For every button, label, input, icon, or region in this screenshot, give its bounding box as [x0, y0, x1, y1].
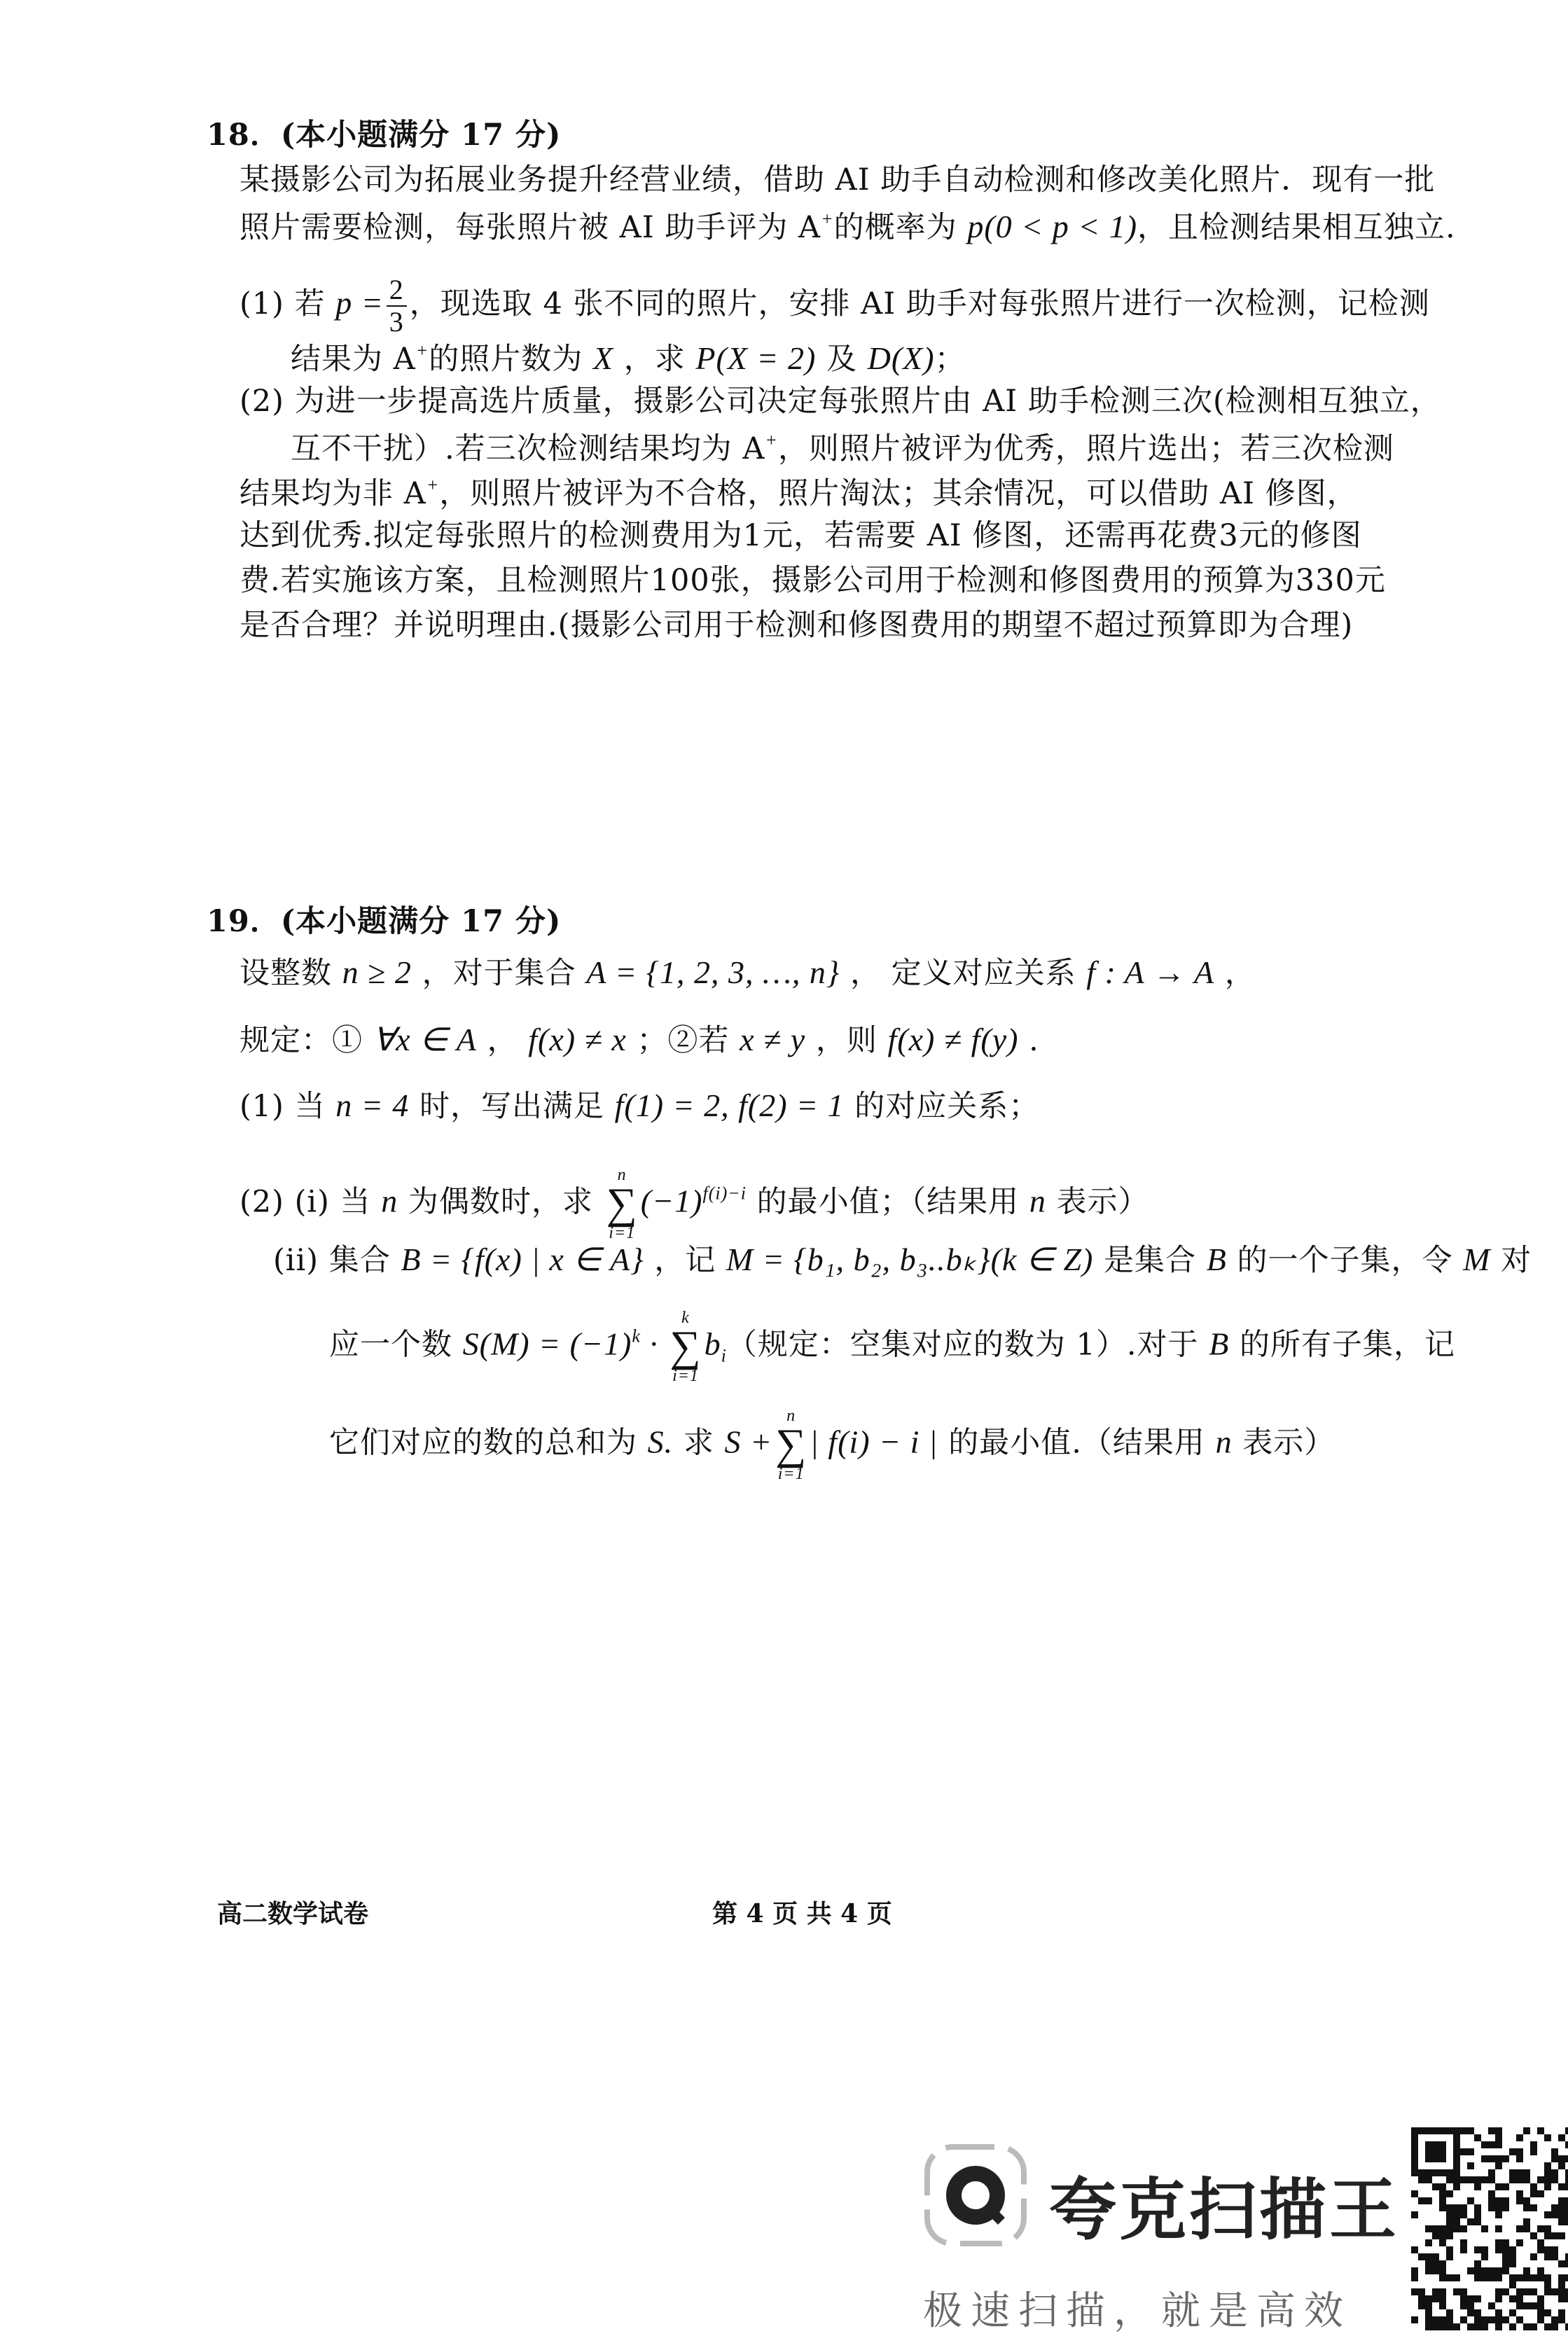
text: 的一个子集，令: [1226, 1243, 1464, 1278]
text-line: [240, 563, 1386, 598]
text-line: [273, 1244, 1532, 1276]
superscript: f(i)−i: [702, 1183, 747, 1204]
summation: [775, 1407, 807, 1482]
sum-upper: n: [786, 1407, 796, 1425]
q19-title: 19．(本小题满分 17 分): [207, 904, 562, 939]
text: 应一个数: [329, 1327, 463, 1363]
text: 的对应关系；: [844, 1089, 1040, 1124]
text: ，则: [805, 1023, 888, 1058]
subscript: i: [721, 1345, 727, 1366]
text-line: [240, 210, 1456, 243]
text: ，且检测结果相互独立.: [1137, 210, 1456, 245]
text: 结果均为非 A: [240, 476, 426, 511]
text: 设整数: [240, 956, 342, 991]
text: 的所有子集，记: [1229, 1327, 1455, 1363]
text: (1) 当: [240, 1089, 336, 1124]
math: S.: [647, 1424, 674, 1460]
text: 达到优秀.拟定每张照片的检测费用为1元，若需要 AI 修图，还需再花费3元的修图: [240, 518, 1362, 553]
fraction: [387, 274, 407, 338]
sum-upper: n: [617, 1166, 627, 1184]
text-line: [240, 518, 1362, 553]
text: 表示）: [1232, 1425, 1335, 1461]
math: S +: [724, 1424, 773, 1460]
text: ，: [476, 1023, 529, 1058]
text-line: [240, 608, 1354, 643]
math: M = {b₁, b₂, b₃..bₖ}(k ∈ Z): [726, 1242, 1094, 1277]
sum-lower: i=1: [609, 1223, 636, 1242]
math: p =: [335, 285, 384, 321]
math: f(x) ≠ f(y): [887, 1022, 1019, 1057]
text-line: [329, 1309, 1455, 1384]
sigma-icon: ∑: [669, 1323, 702, 1370]
text-line: [240, 1087, 1040, 1124]
math: f : A → A: [1086, 954, 1215, 990]
brand-name: 夸克扫描王: [1049, 2171, 1399, 2249]
denominator: 3: [389, 306, 404, 338]
quark-logo-icon: [923, 2143, 1028, 2248]
text-line: [240, 1167, 1149, 1242]
sum-upper: k: [681, 1309, 690, 1327]
footer-exam-name: 高二数学试卷: [217, 1899, 369, 1928]
math: | f(i) − i |: [810, 1424, 938, 1460]
summation: [606, 1167, 638, 1242]
math: p(0 < p < 1): [967, 209, 1138, 244]
math: P(X = 2): [695, 340, 817, 376]
math: ·: [640, 1326, 667, 1362]
text: ，求: [613, 342, 696, 377]
math: n: [381, 1183, 398, 1219]
text-line: [240, 954, 1256, 991]
math: n ≥ 2: [342, 954, 412, 990]
text: 互不干扰）.若三次检测结果均为 A: [291, 431, 765, 466]
math: (−1): [640, 1183, 703, 1219]
superscript: +: [426, 475, 440, 495]
text: ，则照片被评为优秀，照片选出；若三次检测: [777, 431, 1394, 466]
math: M: [1463, 1242, 1491, 1277]
text: ；②若: [626, 1023, 740, 1058]
math: ∀x ∈ A: [373, 1022, 477, 1057]
text: 表示）: [1046, 1184, 1149, 1220]
text: 它们对应的数的总和为: [329, 1425, 648, 1461]
math: x ≠ y: [740, 1022, 806, 1057]
sigma-icon: ∑: [775, 1421, 807, 1468]
math: B: [1209, 1326, 1230, 1362]
text-line: [240, 1024, 1039, 1056]
sum-lower: i=1: [672, 1366, 699, 1385]
brand-slogan: 极速扫描，就是高效: [923, 2288, 1352, 2334]
text: 照片需要检测，每张照片被 AI 助手评为 A: [240, 210, 821, 245]
sigma-icon: ∑: [606, 1180, 638, 1228]
footer-page-number: 第 4 页 共 4 页: [712, 1899, 892, 1928]
text: 求: [673, 1425, 725, 1461]
text: ，现选取 4 张不同的照片，安排 AI 助手对每张照片进行一次检测，记检测: [409, 286, 1430, 321]
math: b: [704, 1326, 721, 1362]
text: ，: [1214, 956, 1256, 991]
text: ，记: [644, 1243, 726, 1278]
sum-lower: i=1: [777, 1464, 805, 1483]
numerator: 2: [387, 274, 407, 307]
text-line: [240, 476, 1358, 509]
text: ，则照片被评为不合格，照片淘汰；其余情况，可以借助 AI 修图，: [439, 476, 1358, 511]
text: 规定：①: [240, 1023, 373, 1058]
text: 的最小值；（结果用: [747, 1184, 1029, 1220]
text: 是否合理？并说明理由.(摄影公司用于检测和修图费用的期望不超过预算即为合理): [240, 608, 1354, 643]
text: （规定：空集对应的数为 1）.对于: [726, 1327, 1209, 1363]
text: 时，写出满足: [409, 1089, 615, 1124]
text: (ii) 集合: [273, 1243, 401, 1278]
text: ， 定义对应关系: [840, 956, 1087, 991]
text: 费.若实施该方案，且检测照片100张，摄影公司用于检测和修图费用的预算为330元: [240, 563, 1386, 598]
math: D(X): [867, 340, 935, 376]
text: .: [1018, 1023, 1039, 1058]
text: ；: [934, 342, 966, 377]
text-line: [291, 431, 1394, 464]
text: 对: [1490, 1243, 1532, 1278]
superscript: +: [821, 209, 834, 229]
text: 是集合: [1093, 1243, 1207, 1278]
text: 的照片数为: [429, 342, 593, 377]
math: f(1) = 2, f(2) = 1: [614, 1087, 845, 1123]
text: 结果为 A: [291, 342, 416, 377]
math: B = {f(x) | x ∈ A}: [401, 1242, 644, 1277]
q18-title: 18．(本小题满分 17 分): [207, 118, 562, 153]
math: n = 4: [335, 1087, 410, 1123]
text: 的最小值.（结果用: [938, 1425, 1216, 1461]
text: ，对于集合: [411, 956, 587, 991]
text: 的概率为: [833, 210, 968, 245]
text: (2) 为进一步提高选片质量，摄影公司决定每张照片由 AI 助手检测三次(检测相互独立，: [240, 384, 1441, 419]
text-line: [291, 342, 966, 375]
text: (2) (i) 当: [240, 1184, 382, 1220]
superscript: k: [632, 1326, 641, 1347]
math: X: [592, 340, 614, 376]
math: B: [1206, 1242, 1227, 1277]
math: A = {1, 2, 3, …, n}: [586, 954, 840, 990]
text-line: [240, 274, 1430, 338]
text-line: [240, 384, 1441, 419]
text: 为偶数时，求: [398, 1184, 604, 1220]
qr-code-icon: [1411, 2127, 1568, 2330]
text: 某摄影公司为拓展业务提升经营业绩，借助 AI 助手自动检测和修改美化照片．现有一批: [240, 162, 1436, 197]
text-line: [240, 162, 1436, 197]
summation: [669, 1309, 701, 1384]
text: 及: [816, 342, 868, 377]
math: n: [1029, 1183, 1046, 1219]
superscript: +: [415, 340, 429, 361]
math: S(M) = (−1): [462, 1326, 632, 1362]
math: f(x) ≠ x: [528, 1022, 627, 1057]
text-line: [329, 1407, 1335, 1482]
math: n: [1215, 1424, 1233, 1460]
superscript: +: [765, 430, 778, 450]
text: (1) 若: [240, 286, 336, 321]
